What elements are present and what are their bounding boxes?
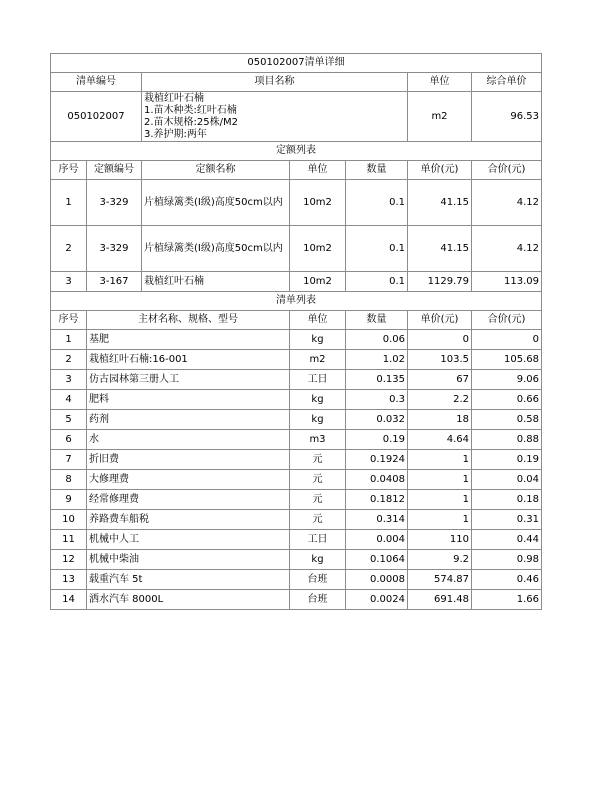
material-name: 肥料 [87, 390, 290, 410]
material-name: 洒水汽车 8000L [87, 590, 290, 610]
material-qty: 0.0008 [346, 570, 408, 590]
material-name: 基肥 [87, 330, 290, 350]
material-qty: 0.135 [346, 370, 408, 390]
material-row [51, 350, 542, 370]
material-total: 0.46 [472, 570, 542, 590]
material-unit-price: 1 [408, 510, 472, 530]
quota-total: 113.09 [472, 272, 542, 292]
material-unit: 元 [290, 510, 346, 530]
material-unit-price: 103.5 [408, 350, 472, 370]
material-qty: 0.1924 [346, 450, 408, 470]
material-name: 经常修理费 [87, 490, 290, 510]
material-seq: 8 [51, 470, 87, 490]
material-total: 0.31 [472, 510, 542, 530]
material-seq: 10 [51, 510, 87, 530]
material-unit-price: 4.64 [408, 430, 472, 450]
material-name: 大修理费 [87, 470, 290, 490]
material-seq: 1 [51, 330, 87, 350]
quota-code: 3-167 [87, 272, 142, 292]
material-unit-price: 110 [408, 530, 472, 550]
material-name-header: 主材名称、规格、型号 [87, 311, 290, 330]
quota-unit-header: 单位 [290, 161, 346, 180]
material-total: 0 [472, 330, 542, 350]
bill-name-line: 3.养护期:两年 [144, 128, 207, 140]
quota-unit-price: 41.15 [408, 226, 472, 272]
bill-unit: m2 [408, 92, 472, 142]
material-name: 机械中人工 [87, 530, 290, 550]
material-unit: kg [290, 330, 346, 350]
material-seq: 14 [51, 590, 87, 610]
bill-price-header: 综合单价 [472, 73, 542, 92]
material-seq: 5 [51, 410, 87, 430]
material-row [51, 470, 542, 490]
table-title: 050102007清单详细 [51, 54, 542, 73]
material-seq: 7 [51, 450, 87, 470]
bill-name-lines [144, 93, 405, 141]
material-total: 9.06 [472, 370, 542, 390]
material-row [51, 590, 542, 610]
material-unit-price: 574.87 [408, 570, 472, 590]
material-seq: 9 [51, 490, 87, 510]
material-unit: m3 [290, 430, 346, 450]
material-unit: 元 [290, 470, 346, 490]
quota-name: 栽植红叶石楠 [142, 272, 290, 292]
material-row [51, 370, 542, 390]
material-unit: 工日 [290, 530, 346, 550]
material-name: 栽植红叶石楠:16-001 [87, 350, 290, 370]
quota-total: 4.12 [472, 180, 542, 226]
material-total: 0.88 [472, 430, 542, 450]
quota-seq: 2 [51, 226, 87, 272]
quota-unit-price-header: 单价(元) [408, 161, 472, 180]
material-total: 0.18 [472, 490, 542, 510]
material-row [51, 510, 542, 530]
quota-qty-header: 数量 [346, 161, 408, 180]
quota-name: 片植绿篱类(Ⅰ级)高度50cm以内 [142, 226, 290, 272]
material-unit-price-header: 单价(元) [408, 311, 472, 330]
material-unit: kg [290, 550, 346, 570]
material-unit: 工日 [290, 370, 346, 390]
material-unit: m2 [290, 350, 346, 370]
material-total: 1.66 [472, 590, 542, 610]
material-row [51, 550, 542, 570]
material-row [51, 450, 542, 470]
material-seq-header: 序号 [51, 311, 87, 330]
material-unit-price: 18 [408, 410, 472, 430]
material-total-header: 合价(元) [472, 311, 542, 330]
material-row [51, 410, 542, 430]
quota-code: 3-329 [87, 180, 142, 226]
material-row [51, 490, 542, 510]
bill-code-header: 清单编号 [51, 73, 142, 92]
bill-name-header: 项目名称 [142, 73, 408, 92]
bill-price: 96.53 [472, 92, 542, 142]
material-total: 0.66 [472, 390, 542, 410]
quota-section-title: 定额列表 [51, 142, 542, 161]
material-row [51, 530, 542, 550]
material-qty-header: 数量 [346, 311, 408, 330]
material-qty: 0.19 [346, 430, 408, 450]
quota-total: 4.12 [472, 226, 542, 272]
quota-unit: 10m2 [290, 180, 346, 226]
material-name: 药剂 [87, 410, 290, 430]
material-qty: 0.1064 [346, 550, 408, 570]
material-unit: kg [290, 390, 346, 410]
material-qty: 1.02 [346, 350, 408, 370]
material-qty: 0.0024 [346, 590, 408, 610]
material-unit-price: 691.48 [408, 590, 472, 610]
quota-row [51, 272, 542, 292]
material-qty: 0.032 [346, 410, 408, 430]
material-row [51, 330, 542, 350]
material-qty: 0.06 [346, 330, 408, 350]
material-row [51, 390, 542, 410]
material-name: 折旧费 [87, 450, 290, 470]
material-qty: 0.314 [346, 510, 408, 530]
bill-name-line: 2.苗木规格:25株/M2 [144, 116, 238, 128]
material-unit-price: 1 [408, 450, 472, 470]
material-name: 养路费车船税 [87, 510, 290, 530]
quota-row [51, 226, 542, 272]
material-seq: 11 [51, 530, 87, 550]
bill-detail-table [50, 53, 542, 610]
material-name: 仿古园林第三册人工 [87, 370, 290, 390]
quota-seq: 1 [51, 180, 87, 226]
bill-name [142, 92, 408, 142]
quota-qty: 0.1 [346, 226, 408, 272]
material-unit-price: 1 [408, 470, 472, 490]
bill-unit-header: 单位 [408, 73, 472, 92]
quota-unit: 10m2 [290, 272, 346, 292]
bill-name-line: 栽植红叶石楠 [144, 92, 204, 104]
material-seq: 13 [51, 570, 87, 590]
material-row [51, 430, 542, 450]
quota-code-header: 定额编号 [87, 161, 142, 180]
material-section-title: 清单列表 [51, 292, 542, 311]
material-row [51, 570, 542, 590]
material-unit: 台班 [290, 570, 346, 590]
material-qty: 0.0408 [346, 470, 408, 490]
quota-row [51, 180, 542, 226]
material-unit: 台班 [290, 590, 346, 610]
quota-unit-price: 41.15 [408, 180, 472, 226]
material-total: 0.44 [472, 530, 542, 550]
material-seq: 4 [51, 390, 87, 410]
material-total: 0.04 [472, 470, 542, 490]
quota-total-header: 合价(元) [472, 161, 542, 180]
material-seq: 6 [51, 430, 87, 450]
quota-qty: 0.1 [346, 272, 408, 292]
material-total: 105.68 [472, 350, 542, 370]
quota-name-header: 定额名称 [142, 161, 290, 180]
material-unit: kg [290, 410, 346, 430]
material-seq: 12 [51, 550, 87, 570]
material-unit: 元 [290, 490, 346, 510]
material-unit: 元 [290, 450, 346, 470]
bill-code: 050102007 [51, 92, 142, 142]
material-unit-price: 1 [408, 490, 472, 510]
material-total: 0.98 [472, 550, 542, 570]
quota-seq-header: 序号 [51, 161, 87, 180]
material-total: 0.58 [472, 410, 542, 430]
material-unit-price: 0 [408, 330, 472, 350]
material-name: 载重汽车 5t [87, 570, 290, 590]
bill-name-line: 1.苗木种类:红叶石楠 [144, 104, 237, 116]
material-total: 0.19 [472, 450, 542, 470]
quota-code: 3-329 [87, 226, 142, 272]
quota-unit: 10m2 [290, 226, 346, 272]
material-unit-price: 67 [408, 370, 472, 390]
quota-name: 片植绿篱类(Ⅰ级)高度50cm以内 [142, 180, 290, 226]
material-unit-price: 2.2 [408, 390, 472, 410]
quota-qty: 0.1 [346, 180, 408, 226]
material-name: 机械中柴油 [87, 550, 290, 570]
material-qty: 0.004 [346, 530, 408, 550]
material-seq: 3 [51, 370, 87, 390]
material-name: 水 [87, 430, 290, 450]
material-unit-header: 单位 [290, 311, 346, 330]
quota-unit-price: 1129.79 [408, 272, 472, 292]
quota-seq: 3 [51, 272, 87, 292]
material-qty: 0.3 [346, 390, 408, 410]
material-qty: 0.1812 [346, 490, 408, 510]
material-unit-price: 9.2 [408, 550, 472, 570]
material-seq: 2 [51, 350, 87, 370]
